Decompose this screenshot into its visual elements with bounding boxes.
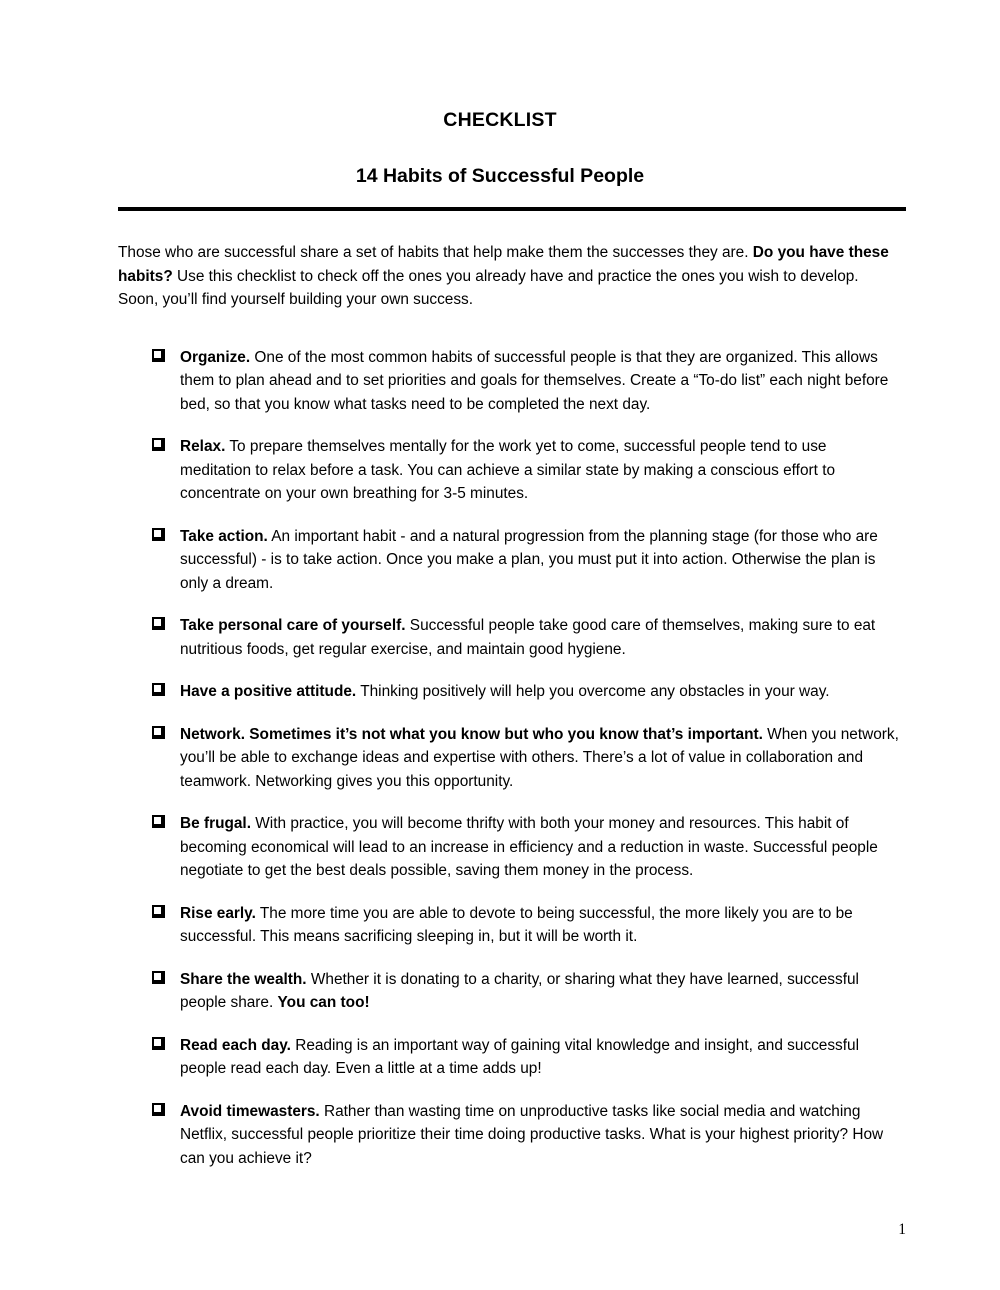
intro-text-part1: Those who are successful share a set of habits that help make them the successes they are. (118, 244, 753, 261)
empty-checkbox-icon[interactable] (152, 617, 165, 630)
checklist-item-text (180, 528, 878, 592)
checklist-item-label: Take action. (180, 527, 268, 545)
checklist-item[interactable] (152, 346, 900, 417)
checklist-item[interactable] (152, 902, 900, 949)
checklist-item-description: Whether it is donating to a charity, or sharing what they have learned, successful people share. (180, 970, 859, 1011)
empty-checkbox-icon[interactable] (152, 971, 165, 984)
checklist-item-label: Rise early. (180, 904, 256, 922)
checklist-item[interactable] (152, 680, 900, 704)
checklist-item-text (180, 971, 859, 1012)
checklist-item-label: Be frugal. (180, 815, 251, 832)
checklist-item-text (180, 905, 853, 946)
intro-text-emphasis: Do you have these habits? (118, 244, 889, 285)
checklist-item[interactable] (152, 968, 900, 1015)
checklist-item[interactable] (152, 1100, 900, 1171)
checklist-item-label: Avoid timewasters. (180, 1102, 320, 1120)
empty-checkbox-icon[interactable] (152, 1037, 165, 1050)
checklist-item-description: When you network, you’ll be able to exchange ideas and expertise with others. There’s a lot of value in collaboration and teamwork. Networking gives you this opportunity. (180, 725, 899, 790)
checklist-item[interactable] (152, 723, 900, 794)
checklist-item-text (180, 617, 875, 658)
checklist-item-text (180, 815, 878, 879)
empty-checkbox-icon[interactable] (152, 726, 165, 739)
checklist-item-description: Thinking positively will help you overcome any obstacles in your way. (356, 683, 830, 700)
checklist-item-text (180, 438, 835, 502)
checklist-item-description: The more time you are able to devote to being successful, the more likely you are to be successful. This means sacrificing sleeping in, but it will be worth it. (180, 904, 853, 945)
checklist-item[interactable] (152, 525, 900, 596)
checklist-item[interactable] (152, 812, 900, 883)
checklist-item-emphasis: You can too! (277, 994, 370, 1011)
checklist-item-description: Rather than wasting time on unproductive tasks like social media and watching Netflix, successful people prioritize their time doing productive tasks. What is your highest priority? How can you achieve it? (180, 1102, 884, 1167)
checklist-item-text (180, 683, 830, 700)
checklist-item-label: Organize. (180, 348, 251, 366)
checklist-item-description: An important habit - and a natural progression from the planning stage (for those who are successful) - is to take action. Once you make a plan, you must put it into action. Otherwise the plan is only a dream. (180, 527, 878, 592)
empty-checkbox-icon[interactable] (152, 683, 165, 696)
checklist-item-label: Take personal care of yourself. (180, 617, 406, 634)
page-subtitle: 14 Habits of Successful People (355, 165, 645, 187)
checklist-item[interactable] (152, 614, 900, 661)
checklist-item-label: Share the wealth. (180, 970, 307, 988)
checklist-item-label: Relax. (180, 438, 226, 455)
checklist-item-text (180, 1103, 883, 1167)
checklist-item-label: Network. Sometimes it’s not what you know but who you know that’s important. (180, 725, 763, 743)
checklist-item-text (180, 726, 899, 790)
checklist-item-description: With practice, you will become thrifty with both your money and resources. This habit of becoming economical will lead to an increase in efficiency and a reduction in waste. Successful people negotiate to get the best deals possible, saving them money in the process. (180, 815, 878, 879)
intro-text-part2: Use this checklist to check off the ones you already have and practice the ones you wish to develop. Soon, you’ll find yourself building your own success. (118, 267, 859, 308)
empty-checkbox-icon[interactable] (152, 1103, 165, 1116)
checklist-item-description: Successful people take good care of themselves, making sure to eat nutritious foods, get regular exercise, and maintain good hygiene. (180, 617, 876, 658)
checklist-item[interactable] (152, 435, 900, 506)
checklist-item-text (180, 1037, 859, 1078)
empty-checkbox-icon[interactable] (152, 349, 165, 362)
intro-paragraph (0, 211, 1000, 312)
habits-checklist (0, 312, 1000, 1171)
checklist-item[interactable] (152, 1034, 900, 1081)
checklist-item-description: To prepare themselves mentally for the work yet to come, successful people tend to use meditation to relax before a task. You can achieve a similar state by making a conscious effort to concentrate on your own breathing for 3-5 minutes. (180, 438, 836, 502)
empty-checkbox-icon[interactable] (152, 815, 165, 828)
empty-checkbox-icon[interactable] (152, 528, 165, 541)
checklist-item-text (180, 349, 888, 413)
empty-checkbox-icon[interactable] (152, 905, 165, 918)
checklist-item-description: One of the most common habits of successful people is that they are organized. This allows them to plan ahead and to set priorities and goals for themselves. Create a “To-do list” each night before bed, so that you know what tasks need to be completed the next day. (180, 348, 889, 413)
page-number: 1 (898, 1221, 906, 1238)
checklist-item-label: Read each day. (180, 1036, 291, 1054)
checklist-item-label: Have a positive attitude. (180, 683, 357, 700)
empty-checkbox-icon[interactable] (152, 438, 165, 451)
checklist-item-description: Reading is an important way of gaining vital knowledge and insight, and successful people read each day. Even a little at a time adds up! (180, 1036, 860, 1077)
page-title: CHECKLIST (443, 109, 557, 131)
